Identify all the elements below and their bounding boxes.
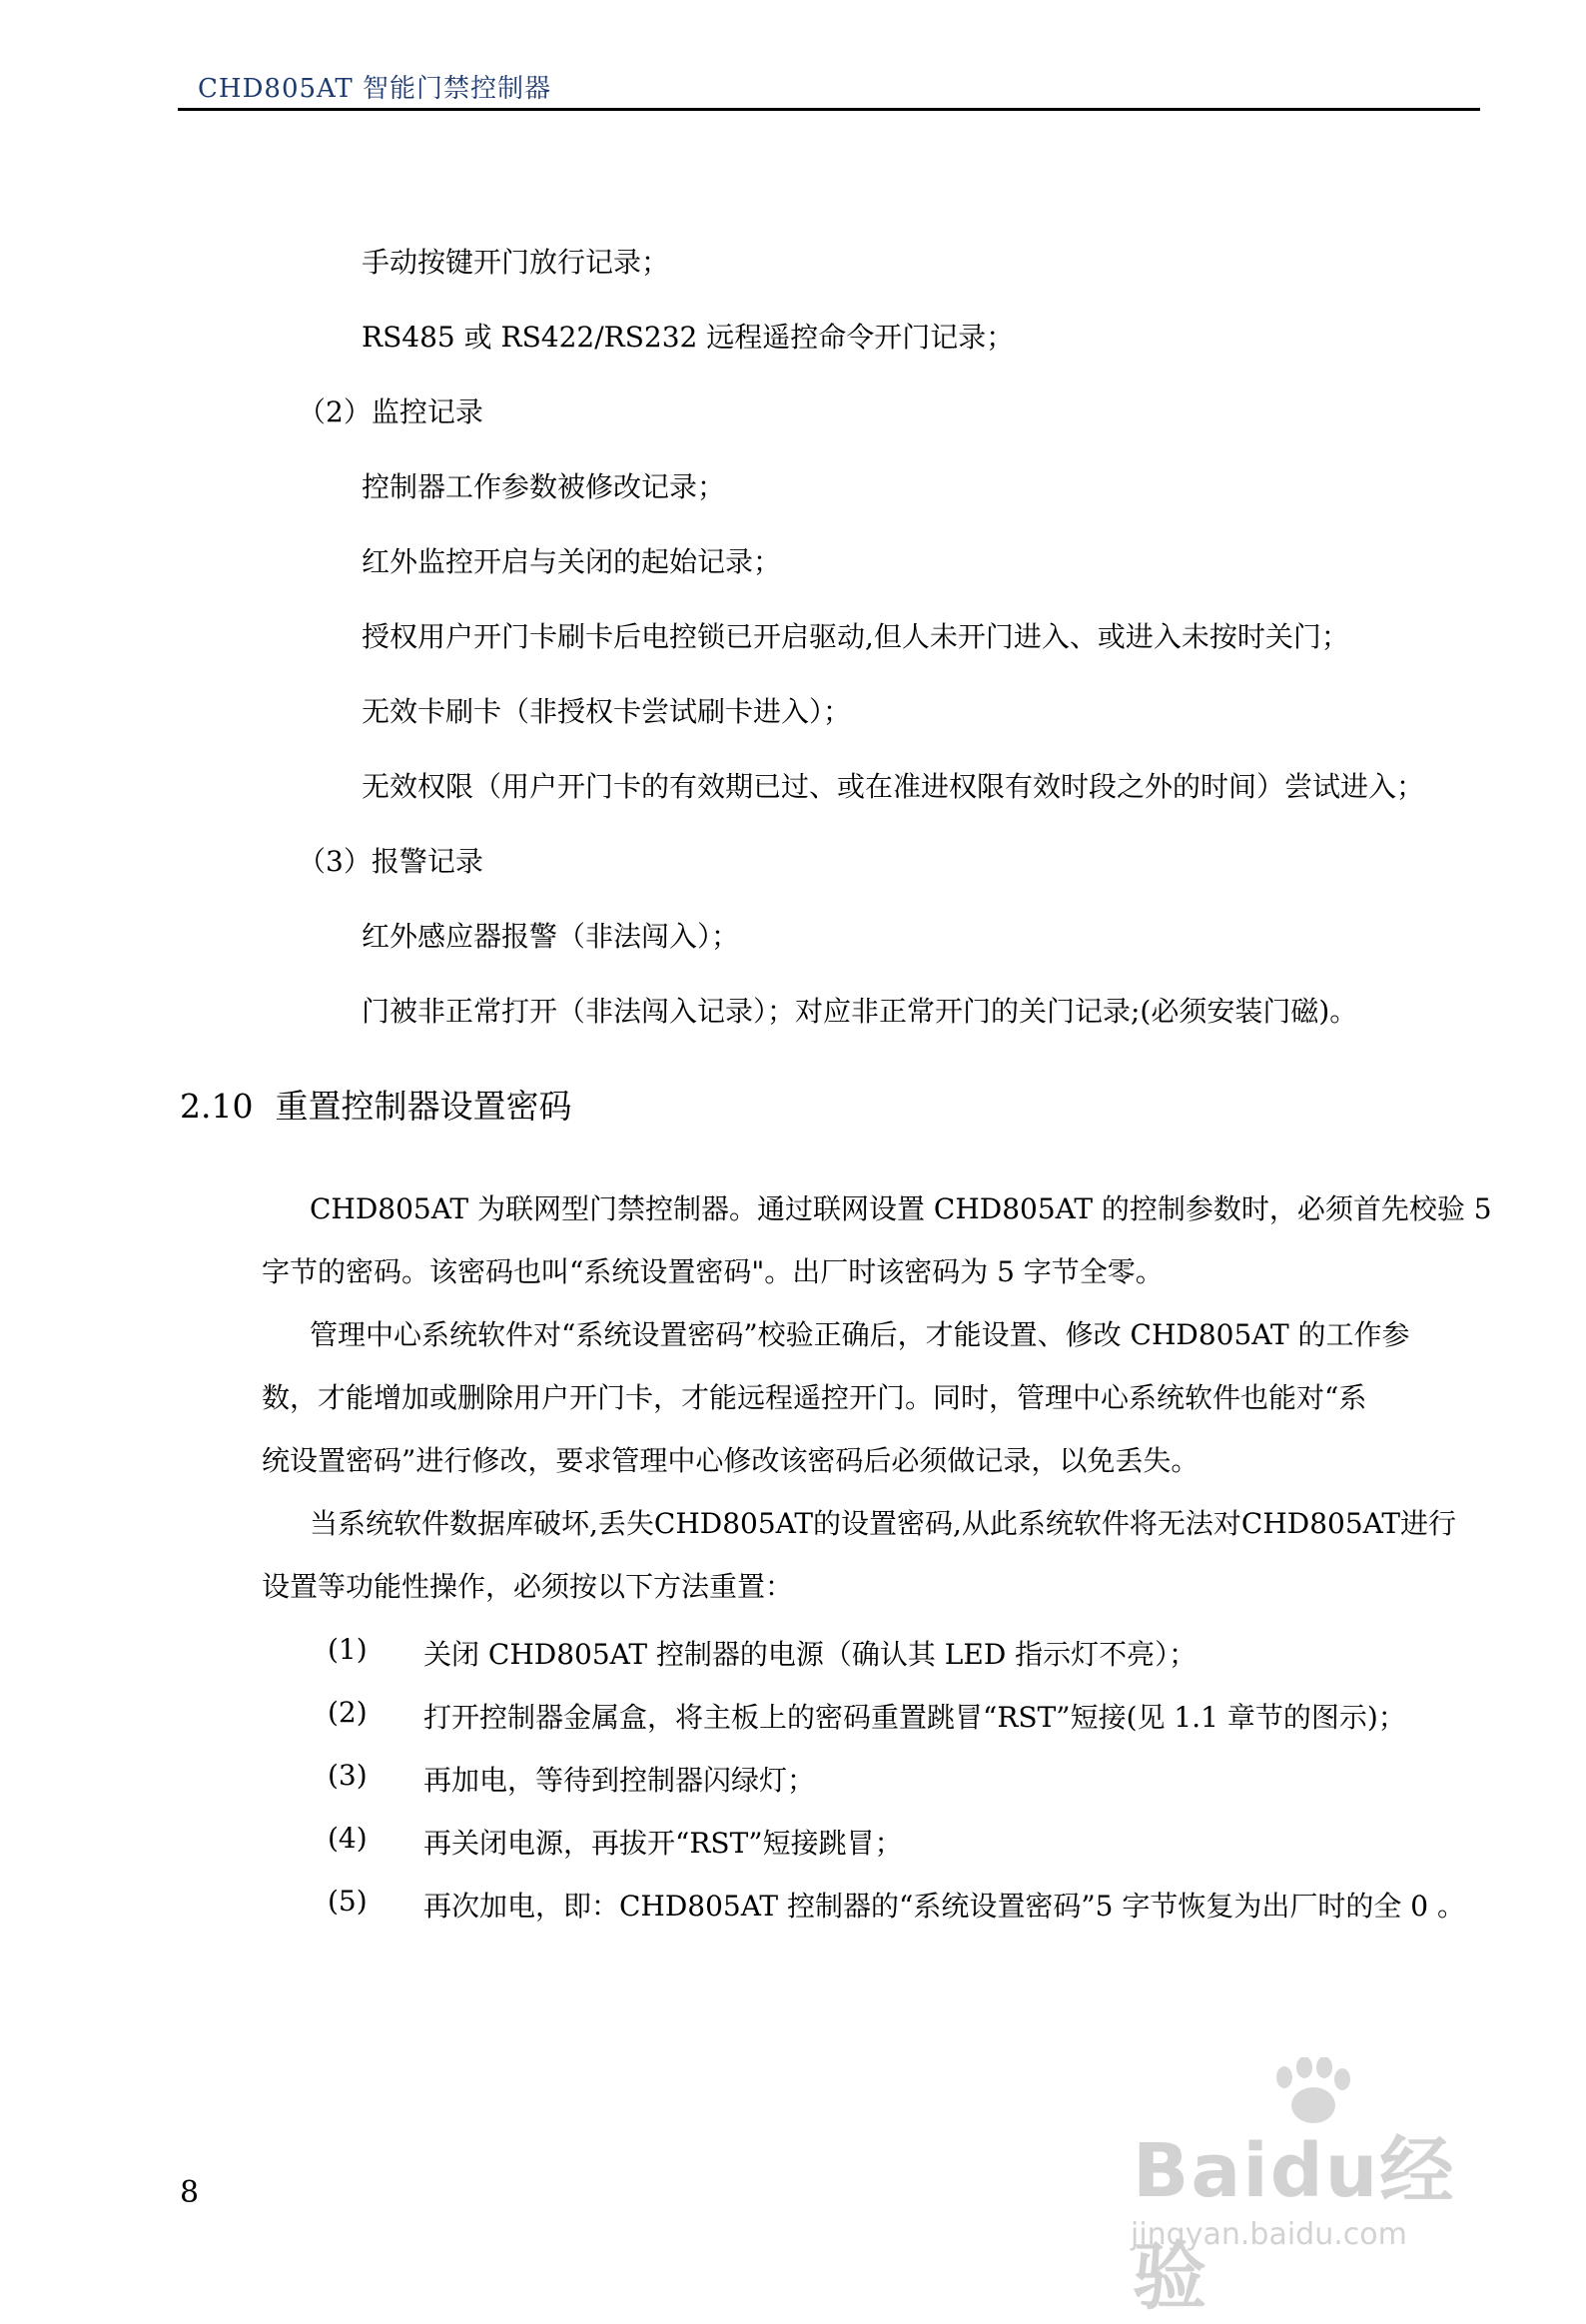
record-item: 无效权限（用户开门卡的有效期已过、或在准进权限有效时段之外的时间）尝试进入；: [362, 770, 1425, 803]
record-item: 控制器工作参数被修改记录；: [362, 470, 726, 503]
section-heading: [180, 1081, 571, 1128]
step-number: (3): [328, 1759, 368, 1792]
step-number: (2): [328, 1696, 368, 1729]
paragraph-line: 当系统软件数据库破坏,丢失CHD805AT的设置密码,从此系统软件将无法对CHD805AT进行: [310, 1507, 1457, 1540]
step-number: (4): [328, 1822, 368, 1855]
record-item: 授权用户开门卡刷卡后电控锁已开启驱动,但人未开门进入、或进入未按时关门；: [362, 620, 1349, 653]
header-title: CHD805AT 智能门禁控制器: [198, 74, 552, 104]
step-text: 再加电，等待到控制器闪绿灯；: [423, 1764, 816, 1797]
watermark-url: jingyan.baidu.com: [1131, 2217, 1407, 2252]
paragraph-line: 设置等功能性操作，必须按以下方法重置：: [262, 1570, 794, 1603]
paragraph-line: 管理中心系统软件对“系统设置密码”校验正确后，才能设置、修改 CHD805AT 的工作参: [310, 1318, 1410, 1351]
step-text: 打开控制器金属盒，将主板上的密码重置跳冒“RST”短接(见 1.1 章节的图示)；: [423, 1701, 1406, 1734]
record-item: 红外感应器报警（非法闯入）；: [362, 920, 740, 953]
record-item: 门被非正常打开（非法闯入记录）；对应非正常开门的关门记录;(必须安装门磁)。: [362, 995, 1358, 1028]
alarm-records-heading: （3）报警记录: [298, 845, 483, 878]
paragraph-line: 字节的密码。该密码也叫“系统设置密码"。出厂时该密码为 5 字节全零。: [262, 1255, 1164, 1288]
step-text: 再关闭电源，再拔开“RST”短接跳冒；: [423, 1827, 903, 1860]
record-item: 手动按键开门放行记录；: [362, 246, 670, 279]
page-number: 8: [180, 2175, 200, 2210]
watermark-logo-text: Baidu经验: [1133, 2128, 1456, 2320]
section-number: 2.10: [180, 1087, 254, 1126]
step-text: 再次加电，即：CHD805AT 控制器的“系统设置密码”5 字节恢复为出厂时的全 0 。: [423, 1890, 1465, 1923]
paragraph-line: CHD805AT 为联网型门禁控制器。通过联网设置 CHD805AT 的控制参数时，必须首先校验 5: [310, 1192, 1492, 1225]
step-number: (5): [328, 1885, 368, 1918]
step-number: (1): [328, 1633, 368, 1666]
paragraph-line: 数，才能增加或删除用户开门卡，才能远程遥控开门。同时，管理中心系统软件也能对“系: [262, 1381, 1367, 1414]
step-text: 关闭 CHD805AT 控制器的电源（确认其 LED 指示灯不亮）；: [423, 1638, 1197, 1671]
monitor-records-heading: （2）监控记录: [298, 395, 483, 428]
section-title: 重置控制器设置密码: [275, 1087, 572, 1126]
record-item: 无效卡刷卡（非授权卡尝试刷卡进入）；: [362, 695, 852, 728]
record-item: 红外监控开启与关闭的起始记录；: [362, 545, 782, 578]
paragraph-line: 统设置密码”进行修改，要求管理中心修改该密码后必须做记录，以免丢失。: [262, 1444, 1199, 1477]
header-divider: [178, 108, 1480, 111]
record-item: RS485 或 RS422/RS232 远程遥控命令开门记录；: [362, 321, 1015, 354]
baidu-jingyan-watermark: [1117, 2057, 1516, 2320]
